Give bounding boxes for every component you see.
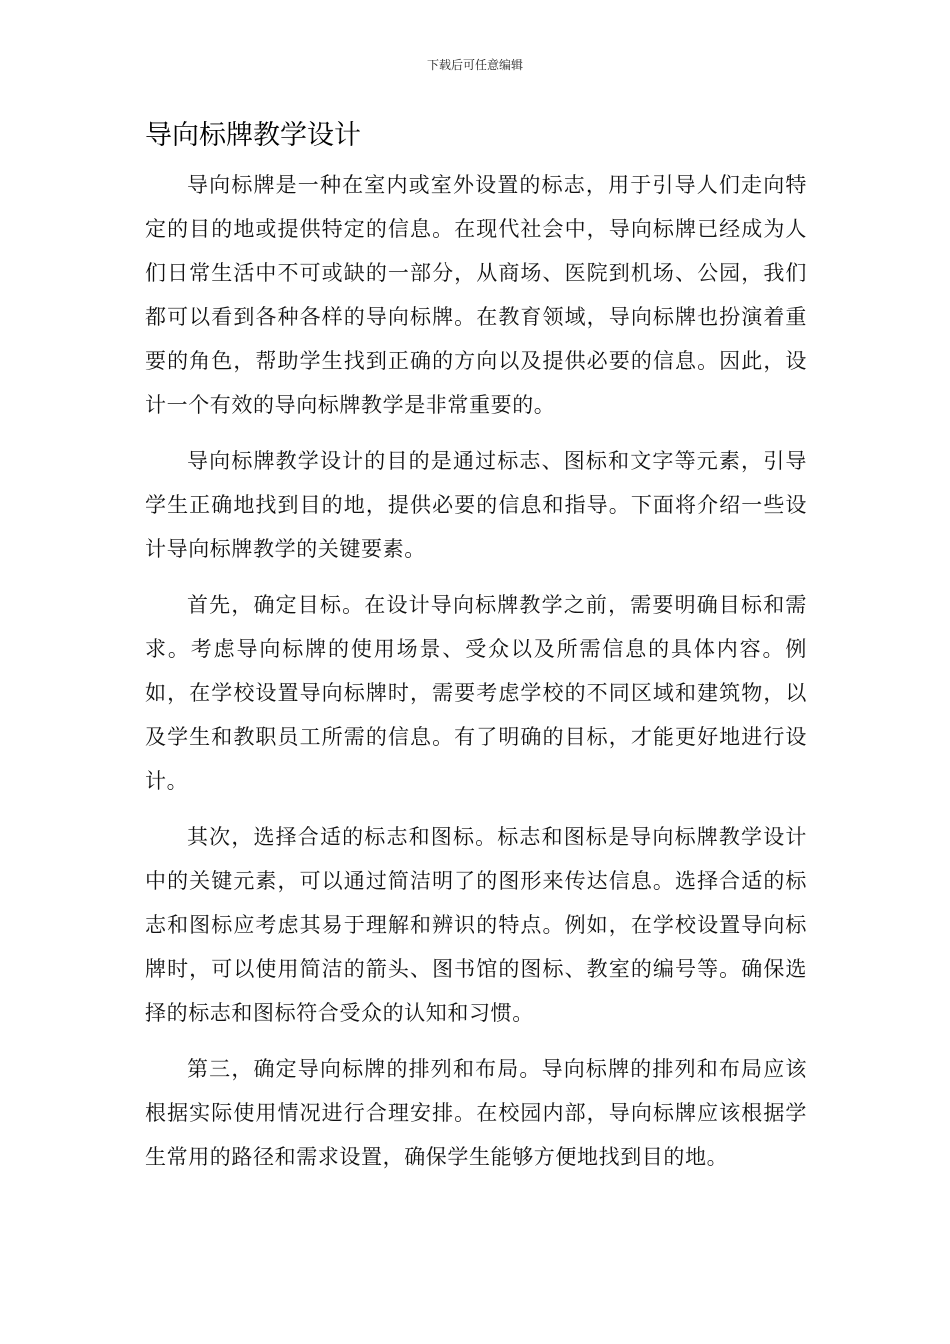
page-header-note: 下载后可任意编辑 [426,58,523,72]
document-title: 导向标牌教学设计 [145,120,361,151]
document-body [145,163,807,1191]
paragraph-third: 第三，确定导向标牌的排列和布局。导向标牌的排列和布局应该根据实际使用情况进行合理安排。在校园内部，导向标牌应该根据学生常用的路径和需求设置，确保学生能够方便地找到目的地。 [145,1057,807,1169]
paragraph-second: 其次，选择合适的标志和图标。标志和图标是导向标牌教学设计中的关键元素，可以通过简洁明了的图形来传达信息。选择合适的标志和图标应考虑其易于理解和辨识的特点。例如，在学校设置导向标牌时，可以使用简洁的箭头、图书馆的图标、教室的编号等。确保选择的标志和图标符合受众的认知和习惯。 [145,825,807,1025]
paragraph-intro: 导向标牌是一种在室内或室外设置的标志，用于引导人们走向特定的目的地或提供特定的信息。在现代社会中，导向标牌已经成为人们日常生活中不可或缺的一部分，从商场、医院到机场、公园，我们都可以看到各种各样的导向标牌。在教育领域，导向标牌也扮演着重要的角色，帮助学生找到正确的方向以及提供必要的信息。因此，设计一个有效的导向标牌教学是非常重要的。 [145,173,807,417]
paragraph-first: 首先，确定目标。在设计导向标牌教学之前，需要明确目标和需求。考虑导向标牌的使用场景、受众以及所需信息的具体内容。例如，在学校设置导向标牌时，需要考虑学校的不同区域和建筑物，以及学生和教职员工所需的信息。有了明确的目标，才能更好地进行设计。 [145,593,807,793]
paragraph-purpose: 导向标牌教学设计的目的是通过标志、图标和文字等元素，引导学生正确地找到目的地，提供必要的信息和指导。下面将介绍一些设计导向标牌教学的关键要素。 [145,449,807,561]
